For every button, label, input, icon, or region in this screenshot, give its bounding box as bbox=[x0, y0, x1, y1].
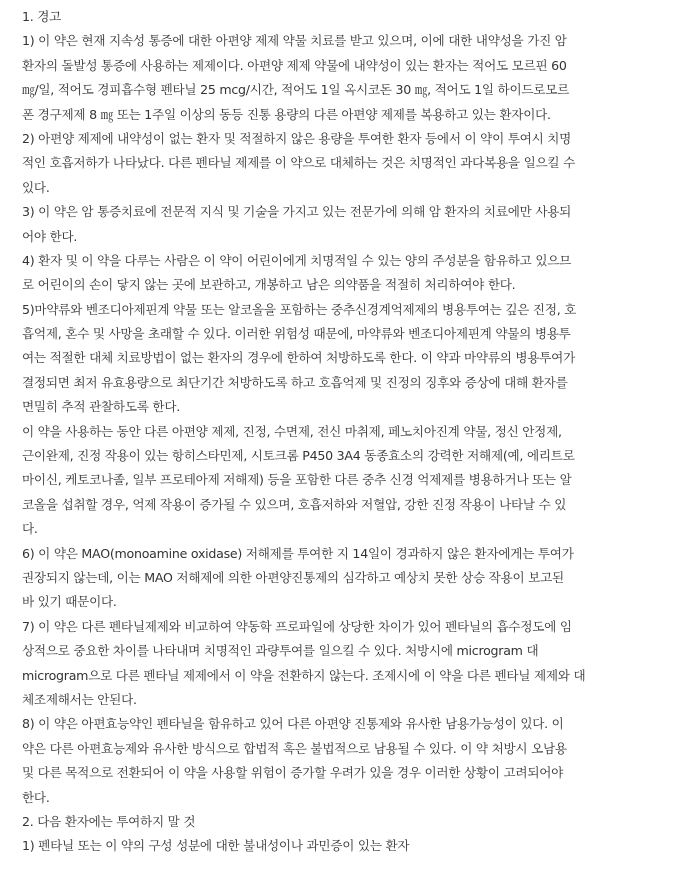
text-line: 2) 아편양 제제에 내약성이 없는 환자 및 적절하지 않은 용량을 투여한 환자 등에서 이 약이 투여시 치명 bbox=[22, 130, 572, 146]
text-line: 상적으로 중요한 차이를 나타내며 치명적인 과량투여를 일으킬 수 있다. 처방시에 microgram 대 bbox=[22, 643, 539, 659]
text-line: 한다. bbox=[22, 789, 50, 805]
text-line: microgram으로 다른 펜타닐 제제에서 이 약을 전환하지 않는다. 조제시에 이 약을 다른 펜타닐 제제와 대 bbox=[22, 667, 586, 683]
text-line: 마이신, 케토코나졸, 일부 프로테아제 저해제) 등을 포함한 다른 중추 신경 억제제를 병용하거나 또는 알 bbox=[22, 472, 572, 488]
section-heading-warning: 1. 경고 bbox=[22, 9, 62, 24]
text-line: 로 어린이의 손이 닿지 않는 곳에 보관하고, 개봉하고 남은 의약품을 적절히 처리하여야 한다. bbox=[22, 277, 516, 293]
text-line: 어야 한다. bbox=[22, 228, 78, 244]
text-line: 체조제해서는 안된다. bbox=[22, 691, 137, 707]
text-line: 4) 환자 및 이 약을 다루는 사람은 이 약이 어린이에게 치명적일 수 있는 양의 주성분을 함유하고 있으므 bbox=[22, 252, 572, 268]
text-line: 약은 다른 아편효능제와 유사한 방식으로 합법적 혹은 불법적으로 남용될 수 있다. 이 약 처방시 오남용 bbox=[22, 740, 567, 756]
text-line: 1) 펜타닐 또는 이 약의 구성 성분에 대한 불내성이나 과민증이 있는 환자 bbox=[22, 838, 410, 854]
text-line: 근이완제, 진정 작용이 있는 항히스타민제, 시토크롬 P450 3A4 동종효소의 강력한 저해제(예, 에리트로 bbox=[22, 448, 575, 464]
text-line: 환자의 돌발성 통증에 사용하는 제제이다. 아편양 제제 약물에 내약성이 있는 환자는 적어도 모르핀 60 bbox=[22, 57, 567, 73]
text-line: 있다. bbox=[22, 179, 50, 195]
text-line: 권장되지 않는데, 이는 MAO 저해제에 의한 아편양진통제의 심각하고 예상치 못한 상승 작용이 보고된 bbox=[22, 569, 564, 585]
text-line: 폰 경구제제 8 ㎎ 또는 1주일 이상의 동등 진통 용량의 다른 아편양 제제를 복용하고 있는 환자이다. bbox=[22, 106, 551, 122]
text-line: 및 다른 목적으로 전환되어 이 약을 사용할 위험이 증가할 우려가 있을 경우 이러한 상황이 고려되어야 bbox=[22, 765, 564, 781]
section-heading-contraindications: 2. 다음 환자에는 투여하지 말 것 bbox=[22, 813, 196, 829]
text-line: 바 있기 때문이다. bbox=[22, 594, 117, 610]
text-line: 결정되면 최저 유효용량으로 최단기간 처방하도록 하고 호흡억제 및 진정의 징후와 증상에 대해 환자를 bbox=[22, 374, 568, 390]
text-line: 이 약을 사용하는 동안 다른 아편양 제제, 진정, 수면제, 전신 마취제, 페노치아진계 약물, 정신 안정제, bbox=[22, 423, 562, 439]
text-line: 면밀히 추적 관찰하도록 한다. bbox=[22, 399, 180, 415]
text-line: 여는 적절한 대체 치료방법이 없는 환자의 경우에 한하여 처방하도록 한다. 이 약과 마약류의 병용투여가 bbox=[22, 350, 575, 366]
text-line: 3) 이 약은 암 통증치료에 전문적 지식 및 기술을 가지고 있는 전문가에 의해 암 환자의 치료에만 사용되 bbox=[22, 204, 572, 220]
text-line: 적인 호흡저하가 나타났다. 다른 펜타닐 제제를 이 약으로 대체하는 것은 치명적인 과다복용을 일으킬 수 bbox=[22, 155, 575, 171]
text-line: 다. bbox=[22, 521, 38, 537]
text-line: ㎎/일, 적어도 경피흡수형 펜타닐 25 mcg/시간, 적어도 1일 옥시코돈 30 ㎎, 적어도 1일 하이드로모르 bbox=[22, 82, 570, 98]
text-line: 8) 이 약은 아편효능약인 펜타닐을 함유하고 있어 다른 아편양 진통제와 유사한 남용가능성이 있다. 이 bbox=[22, 716, 564, 732]
text-line: 6) 이 약은 MAO(monoamine oxidase) 저해제를 투여한 지 14일이 경과하지 않은 환자에게는 투여가 bbox=[22, 545, 574, 561]
text-line: 코올을 섭취할 경우, 억제 작용이 증가될 수 있으며, 호흡저하와 저혈압, 강한 진정 작용이 나타날 수 있 bbox=[22, 496, 567, 512]
text-line: 흡억제, 혼수 및 사망을 초래할 수 있다. 이러한 위험성 때문에, 마약류와 벤조디아제핀계 약물의 병용투 bbox=[22, 326, 571, 342]
text-line: 1) 이 약은 현재 지속성 통증에 대한 아편양 제제 약물 치료를 받고 있으며, 이에 대한 내약성을 가진 암 bbox=[22, 33, 567, 49]
text-line: 7) 이 약은 다른 펜타닐제제와 비교하여 약동학 프로파일에 상당한 차이가 있어 펜타닐의 흡수정도에 임 bbox=[22, 618, 572, 634]
text-line: 5)마약류와 벤조디아제핀계 약물 또는 알코올을 포함하는 중추신경계억제제의 병용투여는 깊은 진정, 호 bbox=[22, 301, 577, 317]
